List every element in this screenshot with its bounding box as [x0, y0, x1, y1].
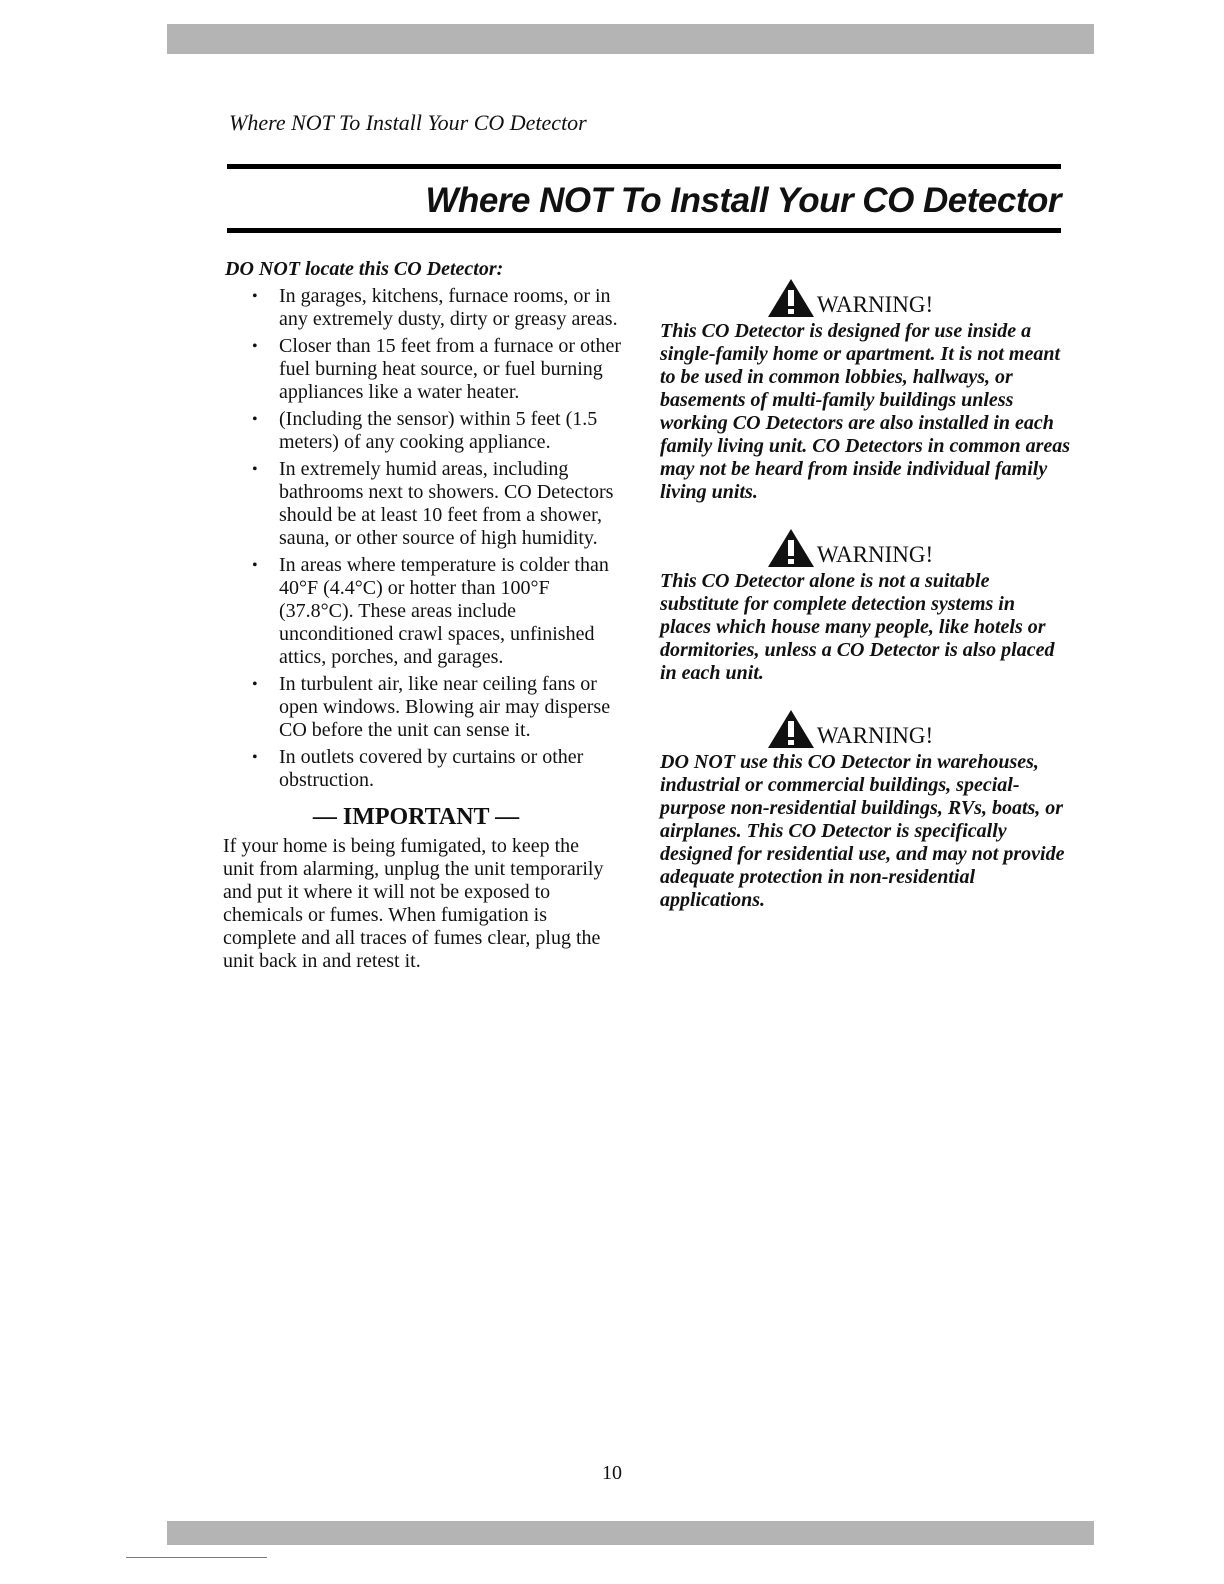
title-rule-top — [227, 164, 1061, 169]
warning-heading — [660, 518, 1070, 568]
list-item — [223, 673, 623, 742]
list-item — [223, 746, 623, 792]
list-item-text: In garages, kitchens, furnace rooms, or in any extremely dusty, dirty or greasy areas. — [279, 285, 618, 330]
bullet-dot-icon: • — [252, 338, 258, 355]
bottom-underline — [126, 1557, 267, 1558]
right-column — [660, 268, 1070, 926]
bullet-dot-icon: • — [252, 288, 258, 305]
page-title: Where NOT To Install Your CO Detector — [425, 181, 1061, 220]
page-number: 10 — [602, 1462, 622, 1484]
list-item — [223, 554, 623, 669]
important-heading: — IMPORTANT — — [312, 804, 520, 830]
warning-text: This CO Detector is designed for use inside a single-family home or apartment. It is not meant to be used in common lobbies, hallways, or basements of multi-family buildings unless working CO Detectors are also installed in each family living unit. CO Detectors in common areas may not be heard from inside individual family living units. — [660, 320, 1071, 503]
important-text: If your home is being fumigated, to keep the unit from alarming, unplug the unit temporarily and put it where it will not be exposed to chemicals or fumes. When fumigation is complete and all traces of fumes clear, plug the unit back in and retest it. — [223, 835, 604, 972]
bullet-dot-icon: • — [252, 557, 258, 574]
title-rule-bottom — [227, 228, 1061, 233]
left-column — [223, 258, 623, 973]
list-item-text: In turbulent air, like near ceiling fans or open windows. Blowing air may disperse CO before the unit can sense it. — [279, 673, 611, 741]
top-decorative-bar — [167, 24, 1094, 54]
list-item-text: (Including the sensor) within 5 feet (1.5 meters) of any cooking appliance. — [279, 408, 598, 453]
warning-label: WARNING! — [816, 723, 934, 748]
list-item-text: In outlets covered by curtains or other obstruction. — [279, 746, 584, 791]
locate-subheading: DO NOT locate this CO Detector: — [225, 258, 504, 280]
list-item-text: In areas where temperature is colder than 40°F (4.4°C) or hotter than 100°F (37.8°C). These areas include unconditioned crawl spaces, unfinished attics, porches, and garages. — [279, 554, 609, 668]
bullet-dot-icon: • — [252, 461, 258, 478]
list-item-text: Closer than 15 feet from a furnace or other fuel burning heat source, or fuel burning appliances like a water heater. — [279, 335, 622, 403]
list-item-text: In extremely humid areas, including bathrooms next to showers. CO Detectors should be at least 10 feet from a shower, sauna, or other source of high humidity. — [279, 458, 614, 549]
warning-text: DO NOT use this CO Detector in warehouses, industrial or commercial buildings, special-purpose non-residential buildings, RVs, boats, or airplanes. This CO Detector is specifically designed for residential use, and may not provide adequate protection in non-residential applications. — [660, 751, 1065, 911]
warning-triangle-icon — [767, 278, 815, 318]
warning-triangle-icon — [767, 528, 815, 568]
bullet-dot-icon: • — [252, 676, 258, 693]
list-item — [223, 458, 623, 550]
warning-block — [660, 699, 1070, 912]
bottom-decorative-bar — [167, 1521, 1094, 1545]
running-head: Where NOT To Install Your CO Detector — [229, 110, 587, 135]
warning-label: WARNING! — [816, 292, 934, 317]
list-item — [223, 408, 623, 454]
warning-heading — [660, 268, 1070, 318]
warning-triangle-icon — [767, 709, 815, 749]
bullet-dot-icon: • — [252, 411, 258, 428]
warning-block — [660, 518, 1070, 685]
warning-heading — [660, 699, 1070, 749]
list-item — [223, 335, 623, 404]
warning-block — [660, 268, 1070, 504]
warning-label: WARNING! — [816, 542, 934, 567]
bullet-dot-icon: • — [252, 749, 258, 766]
location-list — [223, 285, 623, 792]
list-item — [223, 285, 623, 331]
warning-text: This CO Detector alone is not a suitable substitute for complete detection systems in places which house many people, like hotels or dormitories, unless a CO Detector is also placed in each unit. — [660, 570, 1055, 684]
